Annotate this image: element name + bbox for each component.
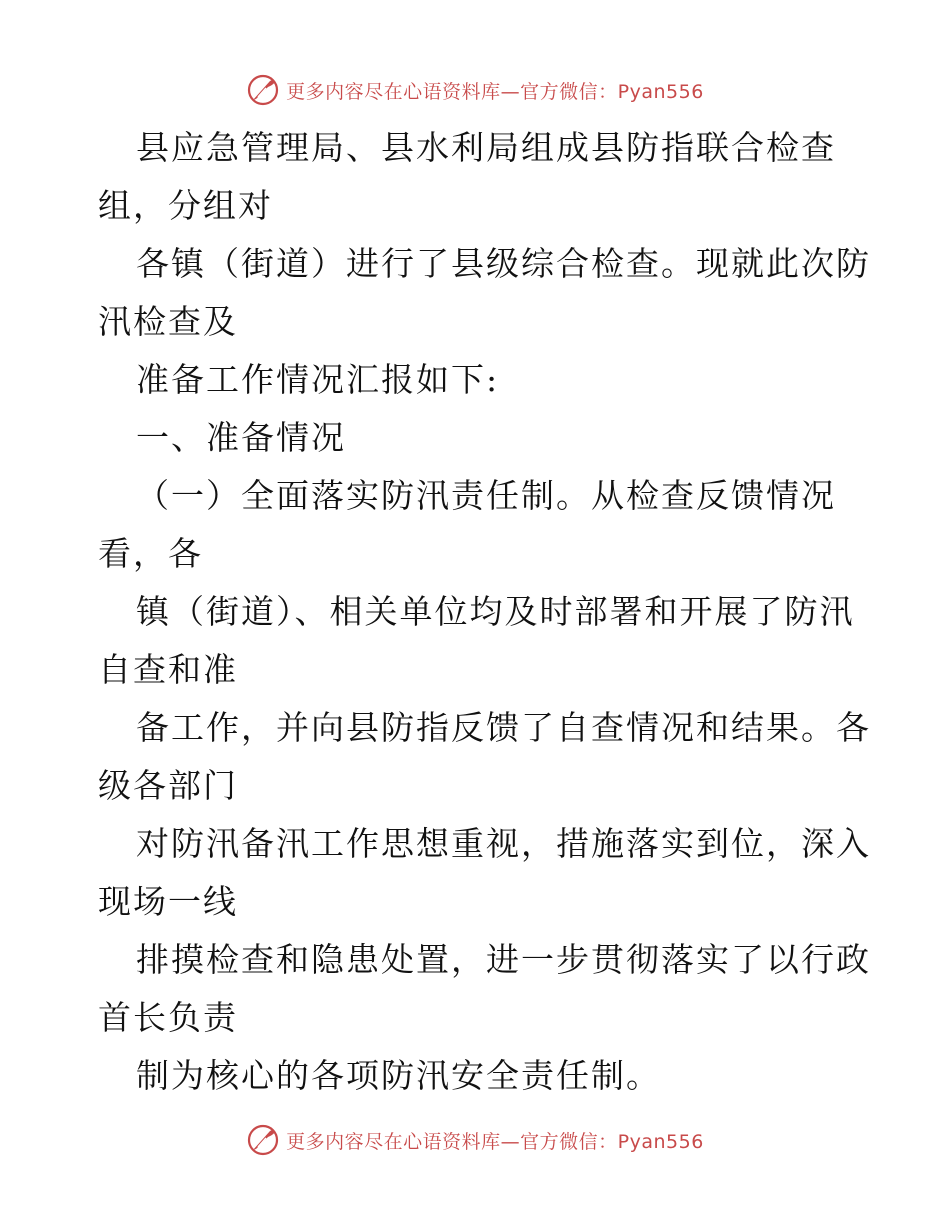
text-line: 备工作，并向县防指反馈了自查情况和结果。各 <box>136 708 871 747</box>
text-line: 各镇（街道）进行了县级综合检查。现就此次防 <box>136 244 871 283</box>
quill-pen-circle-icon <box>246 1123 280 1157</box>
text-line: （一）全面落实防汛责任制。从检查反馈情况 <box>136 476 836 515</box>
text-line: 排摸检查和隐患处置，进一步贯彻落实了以行政 <box>136 940 871 979</box>
quill-pen-circle-icon <box>246 73 280 107</box>
text-line: 汛检查及 <box>98 302 238 341</box>
text-line: 自查和准 <box>98 650 238 689</box>
text-line: 镇（街道）、相关单位均及时部署和开展了防汛 <box>136 592 855 631</box>
text-line: 制为核心的各项防汛安全责任制。 <box>136 1056 661 1095</box>
text-line: 看，各 <box>98 534 203 573</box>
text-line: 准备工作情况汇报如下: <box>136 360 500 399</box>
text-line: 现场一线 <box>98 882 238 921</box>
watermark-text: 更多内容尽在心语资料库—官方微信：Pyan556 <box>286 1130 704 1153</box>
footer-watermark <box>0 1120 950 1160</box>
watermark-text: 更多内容尽在心语资料库—官方微信：Pyan556 <box>286 80 704 103</box>
text-line: 对防汛备汛工作思想重视，措施落实到位，深入 <box>136 824 871 863</box>
text-line: 组，分组对 <box>98 186 273 225</box>
section-heading: 一、准备情况 <box>136 418 346 457</box>
header-watermark <box>0 70 950 110</box>
text-line: 首长负责 <box>98 998 238 1037</box>
text-line: 县应急管理局、县水利局组成县防指联合检查 <box>136 128 836 167</box>
text-line: 级各部门 <box>98 766 238 805</box>
